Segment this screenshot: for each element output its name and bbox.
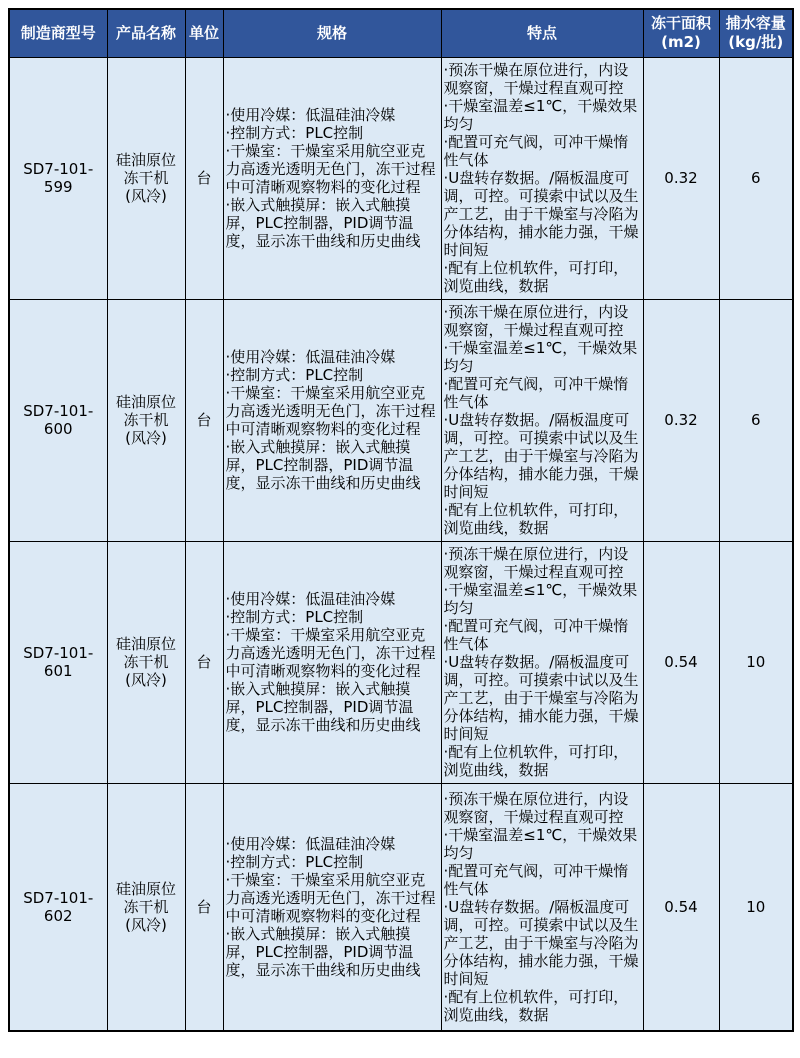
header-unit bbox=[185, 9, 223, 57]
spec-line: ·控制方式：PLC控制 bbox=[225, 124, 364, 142]
feature-line: ·配有上位机软件，可打印，浏览曲线，数据 bbox=[443, 987, 629, 1024]
feature-line: ·预冻干燥在原位进行，内设观察窗，干燥过程直观可控 bbox=[443, 303, 629, 339]
header-label: 特点 bbox=[526, 23, 557, 42]
header-label: 单位 bbox=[188, 23, 219, 42]
product-name-line: 硅油原位 bbox=[115, 151, 176, 169]
features-cell bbox=[441, 541, 643, 783]
capacity-cell: 6 bbox=[719, 57, 793, 299]
feature-line: ·配置可充气阀，可冲干燥惰性气体 bbox=[443, 861, 629, 898]
product-name-line: 冻干机 bbox=[123, 169, 169, 187]
spec-line: ·嵌入式触摸屏：嵌入式触摸屏，PLC控制器，PID调节温度，显示冻干曲线和历史曲线 bbox=[225, 680, 421, 734]
header-label: 产品名称 bbox=[115, 23, 176, 42]
spec-line: ·干燥室：干燥室采用航空亚克力高透光透明无色门，冻干过程中可清晰观察物料的变化过程 bbox=[225, 870, 436, 925]
table-row bbox=[9, 57, 793, 299]
feature-line: ·预冻干燥在原位进行，内设观察窗，干燥过程直观可控 bbox=[443, 61, 629, 97]
spec-cell bbox=[223, 299, 441, 541]
feature-line: ·预冻干燥在原位进行，内设观察窗，干燥过程直观可控 bbox=[443, 545, 629, 581]
model-cell: SD7-101-600 bbox=[9, 299, 107, 541]
product-name-line: (风冷) bbox=[125, 915, 167, 934]
table-row bbox=[9, 299, 793, 541]
feature-line: ·配置可充气阀，可冲干燥惰性气体 bbox=[443, 617, 629, 653]
spec-line: ·使用冷媒：低温硅油冷媒 bbox=[225, 834, 396, 853]
feature-line: ·干燥室温差≤1℃，干燥效果均匀 bbox=[443, 339, 638, 375]
product-name-cell bbox=[107, 541, 185, 783]
product-name-line: 硅油原位 bbox=[115, 635, 176, 653]
unit-cell: 台 bbox=[185, 541, 223, 783]
unit-cell: 台 bbox=[185, 783, 223, 1031]
spec-cell bbox=[223, 783, 441, 1031]
feature-line: ·U盘转存数据。/隔板温度可调，可控。可摸索中试以及生产工艺，由于干燥室与冷陷为分体结构，捕水能力强，干燥时间短 bbox=[443, 653, 639, 743]
header-model bbox=[9, 9, 107, 57]
feature-line: ·U盘转存数据。/隔板温度可调，可控。可摸索中试以及生产工艺，由于干燥室与冷陷为分体结构，捕水能力强，干燥时间短 bbox=[443, 897, 639, 988]
header-sublabel: (m2) bbox=[661, 33, 701, 52]
capacity-cell: 10 bbox=[719, 541, 793, 783]
product-name-line: 冻干机 bbox=[123, 897, 169, 916]
feature-line: ·配置可充气阀，可冲干燥惰性气体 bbox=[443, 133, 629, 169]
unit-cell: 台 bbox=[185, 57, 223, 299]
header-label: 规格 bbox=[316, 23, 347, 42]
features-cell bbox=[441, 299, 643, 541]
header-product-name bbox=[107, 9, 185, 57]
features-cell bbox=[441, 783, 643, 1031]
features-cell bbox=[441, 57, 643, 299]
header-features bbox=[441, 9, 643, 57]
product-name-line: 冻干机 bbox=[123, 411, 169, 429]
feature-line: ·配有上位机软件，可打印，浏览曲线，数据 bbox=[443, 259, 629, 295]
feature-line: ·干燥室温差≤1℃，干燥效果均匀 bbox=[443, 825, 638, 862]
spec-line: ·干燥室：干燥室采用航空亚克力高透光透明无色门，冻干过程中可清晰观察物料的变化过程 bbox=[225, 384, 436, 438]
model-cell: SD7-101-601 bbox=[9, 541, 107, 783]
feature-line: ·配有上位机软件，可打印，浏览曲线，数据 bbox=[443, 743, 629, 779]
header-label: 制造商型号 bbox=[20, 23, 96, 42]
header-specs bbox=[223, 9, 441, 57]
product-name-line: (风冷) bbox=[125, 429, 167, 447]
product-name-cell bbox=[107, 57, 185, 299]
feature-line: ·U盘转存数据。/隔板温度可调，可控。可摸索中试以及生产工艺，由于干燥室与冷陷为分体结构，捕水能力强，干燥时间短 bbox=[443, 411, 639, 501]
feature-line: ·配置可充气阀，可冲干燥惰性气体 bbox=[443, 375, 629, 411]
spec-cell bbox=[223, 541, 441, 783]
area-cell: 0.32 bbox=[643, 57, 719, 299]
product-name-line: 冻干机 bbox=[123, 653, 169, 671]
product-name-cell bbox=[107, 299, 185, 541]
feature-line: ·配有上位机软件，可打印，浏览曲线，数据 bbox=[443, 501, 629, 537]
area-cell: 0.54 bbox=[643, 783, 719, 1031]
product-spec-table bbox=[8, 8, 794, 1032]
product-name-line: 硅油原位 bbox=[115, 393, 176, 411]
table-body bbox=[9, 57, 793, 1031]
spec-line: ·干燥室：干燥室采用航空亚克力高透光透明无色门，冻干过程中可清晰观察物料的变化过程 bbox=[225, 142, 436, 196]
model-cell: SD7-101-599 bbox=[9, 57, 107, 299]
header-sublabel: (kg/批) bbox=[728, 33, 784, 52]
product-name-line: 硅油原位 bbox=[115, 879, 176, 898]
spec-line: ·使用冷媒：低温硅油冷媒 bbox=[225, 106, 396, 124]
spec-line: ·使用冷媒：低温硅油冷媒 bbox=[225, 348, 396, 366]
spec-line: ·控制方式：PLC控制 bbox=[225, 366, 364, 384]
spec-line: ·使用冷媒：低温硅油冷媒 bbox=[225, 590, 396, 608]
spec-line: ·嵌入式触摸屏：嵌入式触摸屏，PLC控制器，PID调节温度，显示冻干曲线和历史曲线 bbox=[225, 196, 421, 250]
unit-cell: 台 bbox=[185, 299, 223, 541]
capacity-cell: 6 bbox=[719, 299, 793, 541]
header-freeze-dry-area bbox=[643, 9, 719, 57]
feature-line: ·U盘转存数据。/隔板温度可调，可控。可摸索中试以及生产工艺，由于干燥室与冷陷为分体结构，捕水能力强，干燥时间短 bbox=[443, 169, 639, 259]
table-row bbox=[9, 783, 793, 1031]
header-row bbox=[9, 9, 793, 57]
header-label: 捕水容量 bbox=[725, 14, 786, 33]
product-name-cell bbox=[107, 783, 185, 1031]
area-cell: 0.32 bbox=[643, 299, 719, 541]
product-name-line: (风冷) bbox=[125, 671, 167, 689]
feature-line: ·干燥室温差≤1℃，干燥效果均匀 bbox=[443, 97, 638, 133]
spec-line: ·嵌入式触摸屏：嵌入式触摸屏，PLC控制器，PID调节温度，显示冻干曲线和历史曲线 bbox=[225, 924, 421, 979]
header-water-capacity bbox=[719, 9, 793, 57]
feature-line: ·干燥室温差≤1℃，干燥效果均匀 bbox=[443, 581, 638, 617]
table-row bbox=[9, 541, 793, 783]
feature-line: ·预冻干燥在原位进行，内设观察窗，干燥过程直观可控 bbox=[443, 789, 629, 826]
header-label: 冻干面积 bbox=[650, 14, 711, 33]
product-name-line: (风冷) bbox=[125, 187, 167, 205]
spec-cell bbox=[223, 57, 441, 299]
model-cell: SD7-101-602 bbox=[9, 783, 107, 1031]
capacity-cell: 10 bbox=[719, 783, 793, 1031]
spec-line: ·嵌入式触摸屏：嵌入式触摸屏，PLC控制器，PID调节温度，显示冻干曲线和历史曲线 bbox=[225, 438, 421, 492]
area-cell: 0.54 bbox=[643, 541, 719, 783]
spec-line: ·控制方式：PLC控制 bbox=[225, 852, 364, 871]
table-header bbox=[9, 9, 793, 57]
spec-line: ·控制方式：PLC控制 bbox=[225, 608, 364, 626]
spec-line: ·干燥室：干燥室采用航空亚克力高透光透明无色门，冻干过程中可清晰观察物料的变化过程 bbox=[225, 626, 436, 680]
